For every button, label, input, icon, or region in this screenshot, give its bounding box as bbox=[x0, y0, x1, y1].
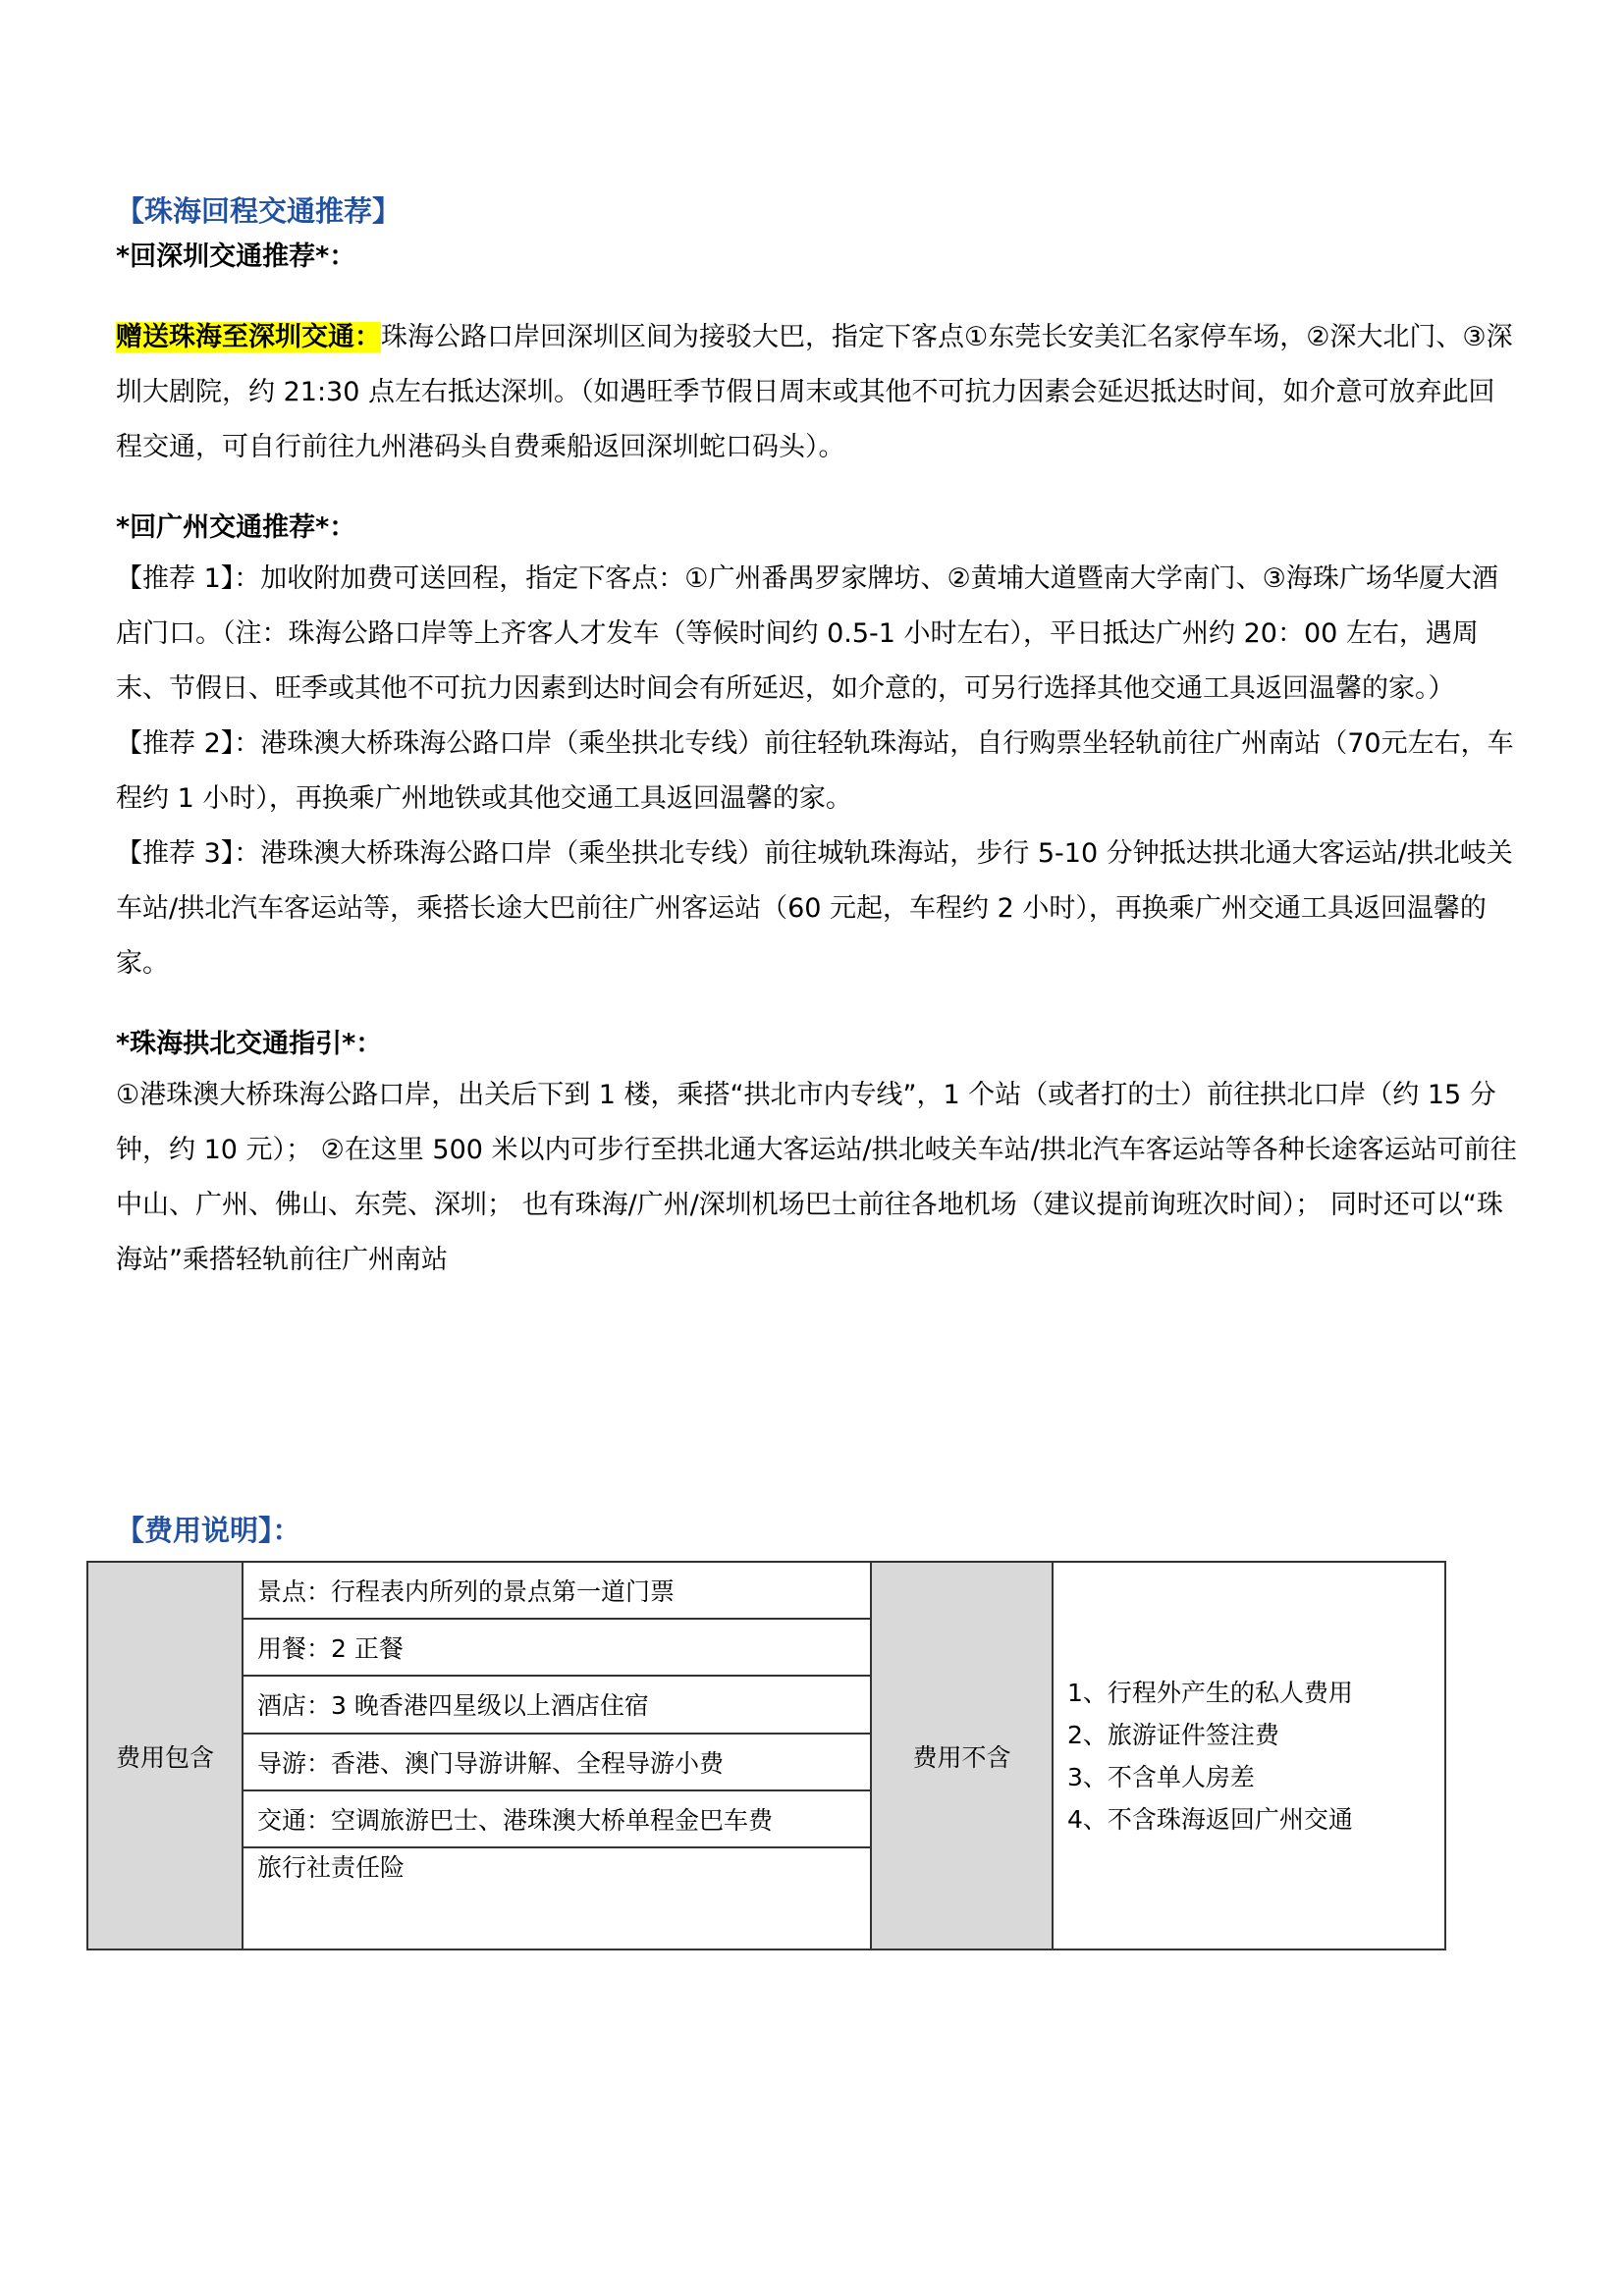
recommendation-2: 【推荐 2】：港珠澳大桥珠海公路口岸（乘坐拱北专线）前往轻轨珠海站，自行购票坐轻轨前往广州南站（70元左右，车程约 1 小时），再换乘广州地铁或其他交通工具返回温馨的家。 bbox=[116, 728, 1514, 814]
excluded-item: 2、旅游证件签注费 bbox=[1067, 1720, 1279, 1749]
excluded-list bbox=[1053, 1562, 1445, 1949]
shenzhen-body: 珠海公路口岸回深圳区间为接驳大巴，指定下客点①东莞长安美汇名家停车场，②深大北门、③深圳大剧院，约 21:30 点左右抵达深圳。（如遇旺季节假日周末或其他不可抗力因素会延迟抵达时间，如介意可放弃此回程交通，可自行前往九州港码头自费乘船返回深圳蛇口码头）。 bbox=[116, 322, 1513, 462]
excluded-item: 3、不含单人房差 bbox=[1067, 1762, 1255, 1791]
highlight-label: 赠送珠海至深圳交通： bbox=[116, 322, 381, 352]
included-item: 交通：空调旅游巴士、港珠澳大桥单程金巴车费 bbox=[243, 1790, 871, 1847]
gongbei-heading: *珠海拱北交通指引*： bbox=[116, 1029, 383, 1059]
included-item: 导游：香港、澳门导游讲解、全程导游小费 bbox=[243, 1734, 871, 1790]
included-item: 用餐：2 正餐 bbox=[243, 1619, 871, 1676]
fees-title: 【费用说明】： bbox=[116, 1514, 301, 1547]
excluded-item: 4、不含珠海返回广州交通 bbox=[1067, 1804, 1353, 1834]
included-item: 旅行社责任险 bbox=[243, 1847, 871, 1949]
shenzhen-paragraph bbox=[116, 310, 1520, 475]
gongbei-paragraph: ①港珠澳大桥珠海公路口岸，出关后下到 1 楼，乘搭“拱北市内专线”，1 个站（或者打的士）前往拱北口岸（约 15 分钟，约 10 元）； ②在这里 500 米以内可步行至拱北通大客运站/拱北岐关车站/拱北汽车客运站等各种长途客运站可前往中山、广州、佛山、东莞、深圳； 也有珠海/广州/深圳机场巴士前往各地机场（建议提前询班次时间）； 同时还可以“珠海站”乘搭轻轨前往广州南站 bbox=[116, 1080, 1517, 1275]
recommendation-3: 【推荐 3】：港珠澳大桥珠海公路口岸（乘坐拱北专线）前往城轨珠海站，步行 5-10 分钟抵达拱北通大客运站/拱北岐关车站/拱北汽车客运站等，乘搭长途大巴前往广州客运站（60 元起，车程约 2 小时），再换乘广州交通工具返回温馨的家。 bbox=[116, 838, 1513, 979]
return-transport-section bbox=[116, 188, 1520, 1288]
shenzhen-heading: *回深圳交通推荐*： bbox=[116, 241, 356, 272]
fees-table bbox=[86, 1561, 1446, 1950]
excluded-label: 费用不含 bbox=[871, 1562, 1053, 1949]
included-item: 酒店：3 晚香港四星级以上酒店住宿 bbox=[243, 1676, 871, 1733]
excluded-item: 1、行程外产生的私人费用 bbox=[1067, 1678, 1353, 1707]
recommendation-1: 【推荐 1】：加收附加费可送回程，指定下客点：①广州番禺罗家牌坊、②黄埔大道暨南大学南门、③海珠广场华厦大酒店门口。（注：珠海公路口岸等上齐客人才发车（等候时间约 0.5-1 小时左右），平日抵达广州约 20：00 左右，遇周末、节假日、旺季或其他不可抗力因素到达时间会有所延迟，如介意的，可另行选择其他交通工具返回温馨的家。） bbox=[116, 563, 1498, 704]
included-label: 费用包含 bbox=[87, 1562, 243, 1949]
included-item: 景点：行程表内所列的景点第一道门票 bbox=[243, 1562, 871, 1619]
section-title: 【珠海回程交通推荐】 bbox=[116, 194, 402, 228]
guangzhou-heading: *回广州交通推荐*： bbox=[116, 512, 356, 543]
